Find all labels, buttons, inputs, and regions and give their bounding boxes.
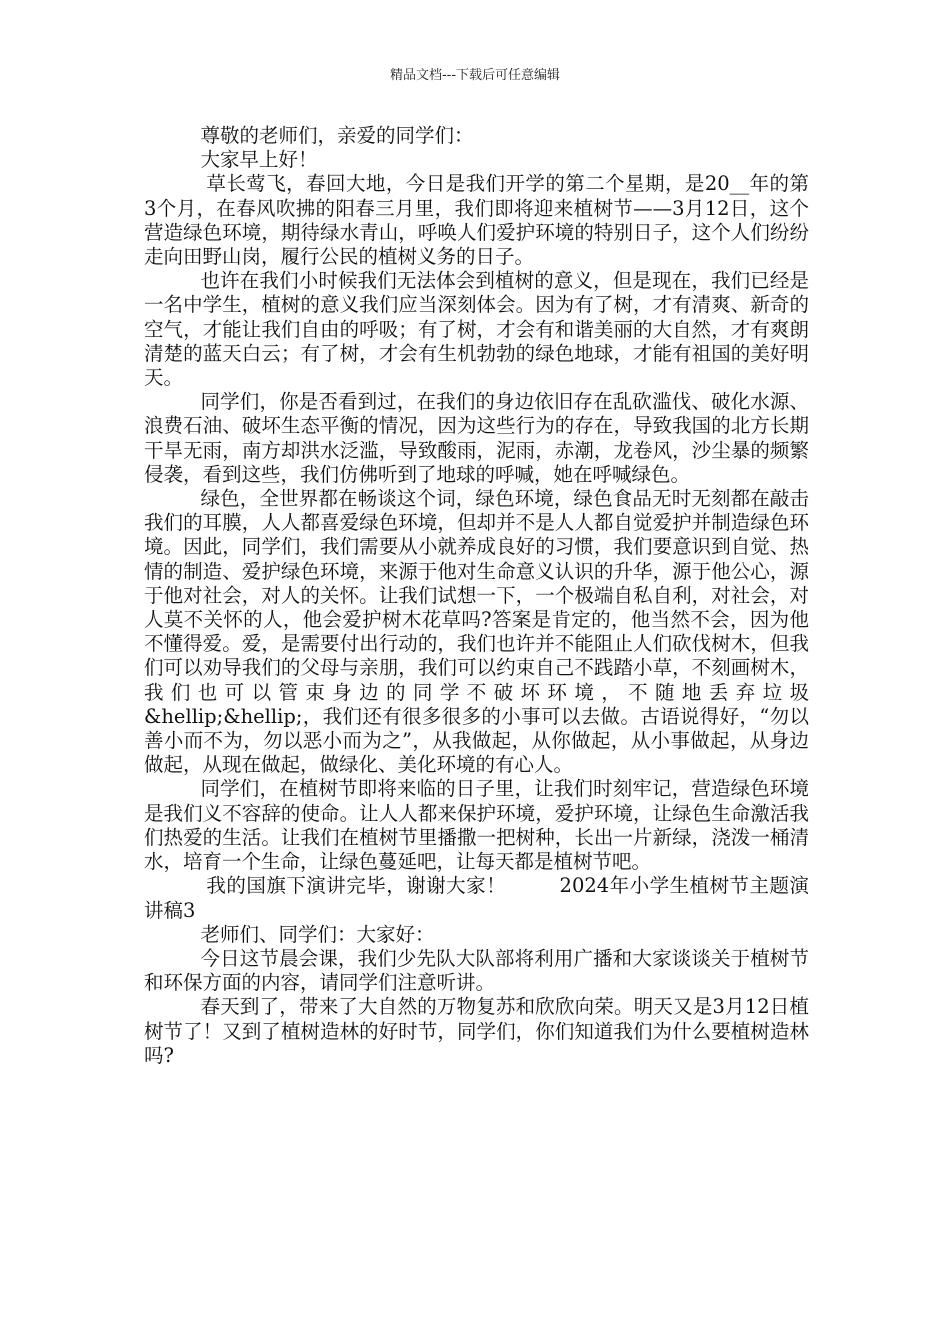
document-body xyxy=(144,124,809,1068)
paragraph: 同学们，在植树节即将来临的日子里，让我们时刻牢记，营造绿色环境是我们义不容辞的使命。让人人都来保护环境，爱护环境，让绿色生命激活我们热爱的生活。让我们在植树节里播撒一把树种，长出一片新绿，浇泼一桶清水，培育一个生命，让绿色蔓延吧，让每天都是植树节吧。 xyxy=(144,777,809,874)
page-header: 精品文档---下载后可任意编辑 xyxy=(389,68,561,83)
paragraph: 草长莺飞，春回大地，今日是我们开学的第二个星期，是20__年的第3个月，在春风吹拂的阳春三月里，我们即将迎来植树节——3月12日，这个营造绿色环境，期待绿水青山，呼唤人们爱护环境的特别日子，这个人们纷纷走向田野山岗，履行公民的植树义务的日子。 xyxy=(144,172,809,269)
paragraph: 也许在我们小时候我们无法体会到植树的意义，但是现在，我们已经是一名中学生，植树的意义我们应当深刻体会。因为有了树，才有清爽、新奇的空气，才能让我们自由的呼吸；有了树，才会有和谐美丽的大自然，才有爽朗清楚的蓝天白云；有了树，才会有生机勃勃的绿色地球，才能有祖国的美好明天。 xyxy=(144,269,809,390)
paragraph: 同学们，你是否看到过，在我们的身边依旧存在乱砍滥伐、破化水源、浪费石油、破坏生态平衡的情况，因为这些行为的存在，导致我国的北方长期干旱无雨，南方却洪水泛滥，导致酸雨，泥雨，赤潮，龙卷风，沙尘暴的频繁侵袭，看到这些，我们仿佛听到了地球的呼喊，她在呼喊绿色。 xyxy=(144,390,809,486)
closing-and-next-title: 我的国旗下演讲完毕，谢谢大家！ 2024年小学生植树节主题演讲稿3 xyxy=(144,874,809,922)
paragraph: 春天到了，带来了大自然的万物复苏和欣欣向荣。明天又是3月12日植树节了！又到了植树造林的好时节，同学们，你们知道我们为什么要植树造林吗? xyxy=(144,995,809,1067)
greeting: 大家早上好！ xyxy=(200,148,318,172)
paragraph: 绿色，全世界都在畅谈这个词，绿色环境，绿色食品无时无刻都在敲击我们的耳膜，人人都喜爱绿色环境，但却并不是人人都自觉爱护并制造绿色环境。因此，同学们，我们需要从小就养成良好的习惯，我们要意识到自觉、热情的制造、爱护绿色环境，来源于他对生命意义认识的升华，源于他公心，源于他对社会，对人的关怀。让我们试想一下，一个极端自私自利，对社会，对人莫不关怀的人，他会爱护树木花草吗?答案是肯定的，他当然不会，因为他不懂得爱。爱，是需要付出行动的，我们也许并不能阻止人们砍伐树木，但我们可以劝导我们的父母与亲朋，我们可以约束自己不践踏小草，不刻画树木，我们也可以管束身边的同学不破坏环境，不随地丢弃垃圾&hellip;&hellip;，我们还有很多很多的小事可以去做。古语说得好，“勿以善小而不为，勿以恶小而为之”，从我做起，从你做起，从小事做起，从身边做起，从现在做起，做绿化、美化环境的有心人。 xyxy=(144,487,809,777)
salutation: 尊敬的老师们，亲爱的同学们： xyxy=(200,124,474,147)
salutation: 老师们、同学们：大家好： xyxy=(200,922,435,946)
paragraph: 今日这节晨会课，我们少先队大队部将利用广播和大家谈谈关于植树节和环保方面的内容，请同学们注意听讲。 xyxy=(144,946,809,995)
